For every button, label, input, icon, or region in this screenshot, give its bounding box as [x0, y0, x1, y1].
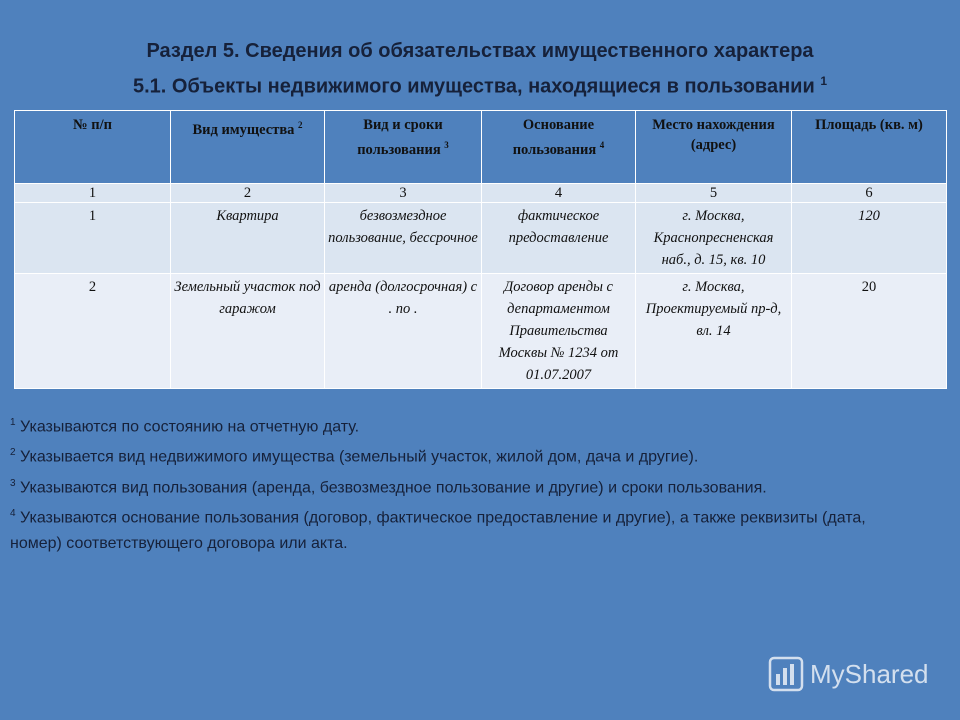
col-number: 5	[636, 184, 792, 203]
table-header-row	[15, 111, 947, 184]
logo-text: MyShared	[810, 658, 929, 689]
table-row	[15, 274, 947, 389]
usage-basis-cell: Договор аренды с департаментом Правительства Москвы № 1234 от 01.07.2007	[482, 274, 636, 389]
title-line-1: Раздел 5. Сведения об обязательствах имущественного характера	[146, 40, 814, 62]
usage-type-cell: безвозмездное пользование, бессрочное	[325, 203, 482, 274]
page-title	[0, 36, 960, 102]
usage-basis-cell: фактическое предоставление	[482, 203, 636, 274]
footnotes	[10, 410, 910, 557]
myshared-logo	[768, 656, 929, 692]
location-cell: г. Москва, Проектируемый пр-д, вл. 14	[636, 274, 792, 389]
property-type-cell: Квартира	[171, 203, 325, 274]
location-cell: г. Москва, Краснопресненская наб., д. 15, кв. 10	[636, 203, 792, 274]
col-number: 2	[171, 184, 325, 203]
header-cell-property-type: Вид имущества $^2$	[171, 111, 325, 184]
header-cell-usage-type: Вид и сроки пользования $^3$	[325, 111, 482, 184]
col-number: 6	[792, 184, 947, 203]
header-cell-location: Место нахождения (адрес)	[636, 111, 792, 184]
header-cell-usage-basis: Основание пользования $^4$	[482, 111, 636, 184]
header-cell-area: Площадь (кв. м)	[792, 111, 947, 184]
col-number: 1	[15, 184, 171, 203]
area-cell: 20	[792, 274, 947, 389]
header-cell-number: № п/п	[15, 111, 171, 184]
table-row	[15, 203, 947, 274]
footnote-4: $^4$ Указываются основание пользования (договор, фактическое предоставление и другие), а также реквизиты (дата, номер) соответствующего договора или акта.	[10, 507, 866, 553]
property-table	[14, 110, 947, 389]
property-table-wrapper	[14, 110, 946, 389]
column-number-row	[15, 184, 947, 203]
footnote-1: $^1$ Указываются по состоянию на отчетную дату.	[10, 417, 360, 436]
bar-chart-icon	[768, 656, 804, 692]
property-type-cell: Земельный участок под гаражом	[171, 274, 325, 389]
footnote-2: $^2$ Указывается вид недвижимого имущества (земельный участок, жилой дом, дача и другие).	[10, 447, 699, 466]
title-line-2: 5.1. Объекты недвижимого имущества, находящиеся в пользовании $^1$	[132, 74, 828, 98]
col-number: 3	[325, 184, 482, 203]
footnote-3: $^3$ Указываются вид пользования (аренда, безвозмездное пользование и другие) и сроки пользования.	[10, 477, 767, 496]
usage-type-cell: аренда (долгосрочная) с . по .	[325, 274, 482, 389]
row-number: 2	[15, 274, 171, 389]
row-number: 1	[15, 203, 171, 274]
area-cell: 120	[792, 203, 947, 274]
col-number: 4	[482, 184, 636, 203]
